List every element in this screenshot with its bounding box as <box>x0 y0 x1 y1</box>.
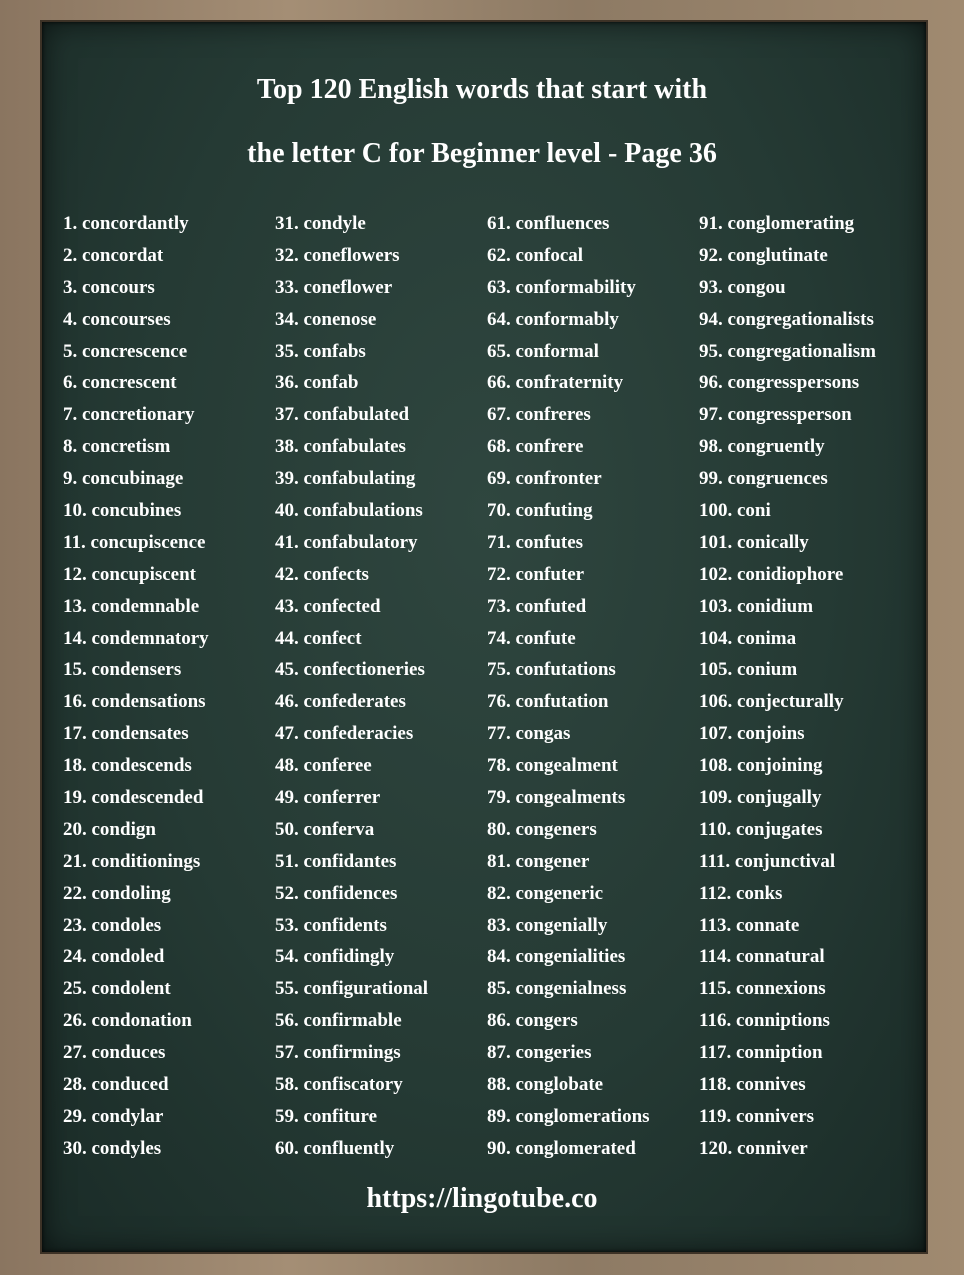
word-item: 90. conglomerated <box>487 1137 636 1159</box>
word-item: 68. confrere <box>487 436 584 458</box>
word-item: 23. condoles <box>63 914 162 936</box>
word-item: 75. confutations <box>487 659 616 681</box>
word-item: 25. condolent <box>63 978 171 1000</box>
word-item: 58. confiscatory <box>275 1074 403 1096</box>
word-item: 13. condemnable <box>63 595 200 617</box>
word-item: 78. congealment <box>487 755 618 777</box>
word-item: 54. confidingly <box>275 946 395 968</box>
word-item: 63. conformability <box>487 276 636 298</box>
word-item: 45. confectioneries <box>275 659 425 681</box>
word-item: 84. congenialities <box>487 946 626 968</box>
word-item: 82. congeneric <box>487 882 604 904</box>
word-item: 3. concours <box>63 276 155 298</box>
word-item: 6. concrescent <box>63 372 177 394</box>
word-item: 76. confutation <box>487 691 609 713</box>
word-item: 14. condemnatory <box>63 627 209 649</box>
word-item: 22. condoling <box>63 882 171 904</box>
word-item: 43. confected <box>275 595 381 617</box>
word-item: 26. condonation <box>63 1010 192 1032</box>
word-item: 79. congealments <box>487 787 626 809</box>
word-item: 10. concubines <box>63 500 182 522</box>
word-item: 61. confluences <box>487 213 610 234</box>
word-item: 4. concourses <box>63 308 171 330</box>
word-item: 104. conima <box>699 627 797 649</box>
word-item: 106. conjecturally <box>699 691 844 713</box>
word-item: 113. connate <box>699 914 800 936</box>
word-item: 56. confirmable <box>275 1010 402 1032</box>
word-item: 108. conjoining <box>699 755 823 777</box>
word-item: 8. concretism <box>63 436 171 458</box>
word-item: 73. confuted <box>487 595 587 617</box>
word-item: 101. conically <box>699 531 809 553</box>
word-item: 40. confabulations <box>275 500 423 522</box>
word-item: 62. confocal <box>487 244 584 266</box>
word-item: 16. condensations <box>63 691 206 713</box>
word-item: 59. confiture <box>275 1105 378 1127</box>
word-item: 15. condensers <box>63 659 182 681</box>
footer-url[interactable]: https://lingotube.co <box>366 1183 598 1214</box>
word-item: 110. conjugates <box>699 818 823 840</box>
word-item: 117. conniption <box>699 1042 823 1064</box>
word-item: 99. congruences <box>699 468 828 490</box>
word-item: 29. condylar <box>63 1105 164 1127</box>
word-item: 105. conium <box>699 659 798 681</box>
word-item: 51. confidantes <box>275 850 397 872</box>
word-item: 85. congenialness <box>487 978 627 1000</box>
word-item: 42. confects <box>275 563 369 585</box>
word-item: 118. connives <box>699 1074 806 1096</box>
word-item: 77. congas <box>487 723 571 745</box>
word-item: 72. confuter <box>487 563 585 585</box>
page-title-line-2: the letter C for Beginner level - Page 36 <box>247 138 717 169</box>
word-item: 12. concupiscent <box>63 563 196 585</box>
word-item: 48. conferee <box>275 755 372 777</box>
word-item: 55. configurational <box>275 978 429 1000</box>
word-item: 53. confidents <box>275 914 387 936</box>
word-item: 87. congeries <box>487 1042 592 1064</box>
word-item: 38. confabulates <box>275 436 406 458</box>
word-item: 7. concretionary <box>63 404 195 426</box>
word-column-3 <box>487 208 650 1165</box>
word-item: 64. conformably <box>487 308 619 330</box>
word-item: 34. conenose <box>275 308 377 330</box>
word-item: 21. conditionings <box>63 850 201 872</box>
word-item: 65. conformal <box>487 340 599 362</box>
word-item: 1. concordantly <box>63 213 189 234</box>
word-item: 111. conjunctival <box>699 850 836 872</box>
word-item: 2. concordat <box>63 244 164 266</box>
word-item: 83. congenially <box>487 914 608 936</box>
word-item: 28. conduced <box>63 1074 169 1096</box>
word-item: 9. concubinage <box>63 468 184 490</box>
word-item: 31. condyle <box>275 213 366 234</box>
word-item: 74. confute <box>487 627 576 649</box>
word-item: 18. condescends <box>63 755 192 777</box>
word-item: 46. confederates <box>275 691 406 713</box>
word-item: 95. congregationalism <box>699 340 876 362</box>
word-item: 98. congruently <box>699 436 825 458</box>
word-item: 67. confreres <box>487 404 591 426</box>
word-item: 86. congers <box>487 1010 578 1032</box>
page-title-line-1: Top 120 English words that start with <box>256 74 708 105</box>
word-item: 52. confidences <box>275 882 398 904</box>
word-item: 69. confronter <box>487 468 602 490</box>
word-item: 89. conglomerations <box>487 1105 650 1127</box>
word-item: 50. conferva <box>275 818 375 840</box>
word-item: 102. conidiophore <box>699 563 844 585</box>
word-item: 11. concupiscence <box>63 531 206 553</box>
word-item: 114. connatural <box>699 946 825 968</box>
word-item: 92. conglutinate <box>699 244 828 266</box>
word-item: 17. condensates <box>63 723 189 745</box>
word-column-4 <box>699 208 876 1165</box>
word-item: 70. confuting <box>487 500 593 522</box>
word-item: 80. congeners <box>487 818 597 840</box>
word-item: 94. congregationalists <box>699 308 874 330</box>
word-item: 81. congener <box>487 850 590 872</box>
word-item: 88. conglobate <box>487 1074 604 1096</box>
word-item: 100. coni <box>699 500 771 522</box>
word-item: 5. concrescence <box>63 340 188 362</box>
word-item: 115. connexions <box>699 978 826 1000</box>
word-item: 20. condign <box>63 818 156 840</box>
word-item: 57. confirmings <box>275 1042 401 1064</box>
word-item: 91. conglomerating <box>699 213 855 234</box>
word-item: 41. confabulatory <box>275 531 418 553</box>
word-item: 27. conduces <box>63 1042 166 1064</box>
word-item: 24. condoled <box>63 946 165 968</box>
word-item: 66. confraternity <box>487 372 624 394</box>
word-item: 37. confabulated <box>275 404 410 426</box>
word-item: 116. conniptions <box>699 1010 830 1032</box>
word-column-1 <box>63 208 209 1165</box>
word-item: 119. connivers <box>699 1105 815 1127</box>
word-item: 39. confabulating <box>275 468 416 490</box>
word-item: 97. congressperson <box>699 404 852 426</box>
word-item: 93. congou <box>699 276 786 298</box>
word-item: 19. condescended <box>63 787 204 809</box>
word-item: 71. confutes <box>487 531 584 553</box>
word-item: 35. confabs <box>275 340 366 362</box>
word-item: 47. confederacies <box>275 723 414 745</box>
word-item: 109. conjugally <box>699 787 822 809</box>
word-item: 60. confluently <box>275 1137 395 1159</box>
word-item: 32. coneflowers <box>275 244 400 266</box>
word-item: 36. confab <box>275 372 359 394</box>
word-item: 120. conniver <box>699 1137 808 1159</box>
word-item: 49. conferrer <box>275 787 381 809</box>
word-item: 103. conidium <box>699 595 814 617</box>
word-column-2 <box>275 208 428 1165</box>
word-item: 30. condyles <box>63 1137 162 1159</box>
word-item: 107. conjoins <box>699 723 805 745</box>
word-item: 112. conks <box>699 882 783 904</box>
word-item: 44. confect <box>275 627 362 649</box>
word-item: 96. congresspersons <box>699 372 860 394</box>
word-item: 33. coneflower <box>275 276 393 298</box>
